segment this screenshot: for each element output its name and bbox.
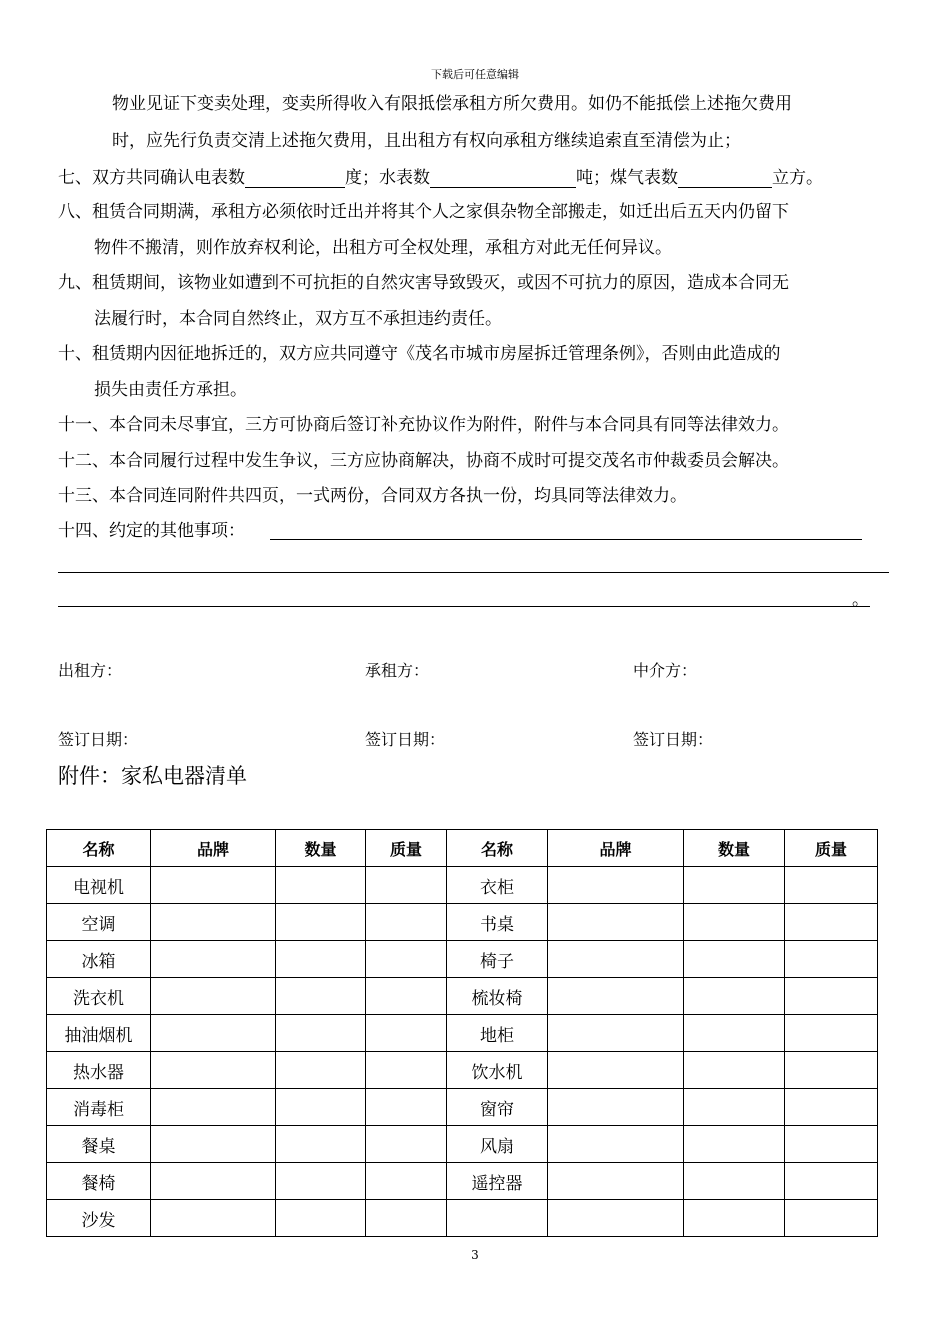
quality-cell[interactable] [785,867,878,904]
brand-cell[interactable] [151,867,276,904]
quality-cell[interactable] [785,1126,878,1163]
quantity-cell[interactable] [276,904,366,941]
electricity-meter-blank[interactable] [245,169,345,188]
quantity-cell[interactable] [276,1163,366,1200]
clause-7-water-label: 度；水表数 [345,168,430,188]
page-number: 3 [471,1248,479,1262]
quantity-cell[interactable] [276,1200,366,1237]
item-name: 地柜 [447,1015,548,1052]
item-name: 空调 [47,904,151,941]
item-name: 遥控器 [447,1163,548,1200]
clause-13: 十三、本合同连同附件共四页，一式两份，合同双方各执一份，均具同等法律效力。 [58,486,687,506]
item-name: 洗衣机 [47,978,151,1015]
quantity-cell[interactable] [276,1126,366,1163]
table-header-row [47,830,878,867]
table-row [47,1126,878,1163]
other-matters-line-1[interactable] [270,539,862,540]
quantity-cell[interactable] [684,1089,785,1126]
item-name: 消毒柜 [47,1089,151,1126]
quantity-cell[interactable] [276,1015,366,1052]
item-name: 书桌 [447,904,548,941]
brand-cell[interactable] [151,1052,276,1089]
brand-cell[interactable] [548,941,684,978]
quantity-cell[interactable] [684,941,785,978]
brand-cell[interactable] [548,1089,684,1126]
clause-10-line-2: 损失由责任方承担。 [94,380,247,400]
clause-6-continued-line-2: 时，应先行负责交清上述拖欠费用，且出租方有权向承租方继续追索直至清偿为止； [112,131,741,151]
brand-cell[interactable] [151,904,276,941]
header-brand-right: 品牌 [548,830,684,867]
clause-6-continued-line-1: 物业见证下变卖处理，变卖所得收入有限抵偿承租方所欠费用。如仍不能抵偿上述拖欠费用 [112,94,792,114]
brand-cell[interactable] [151,1015,276,1052]
header-quality-left: 质量 [366,830,447,867]
quality-cell[interactable] [366,1200,447,1237]
clause-7-gas-label: 吨；煤气表数 [576,168,678,188]
brand-cell[interactable] [548,1163,684,1200]
other-matters-line-3[interactable] [58,606,870,607]
quantity-cell[interactable] [684,867,785,904]
header-quality-right: 质量 [785,830,878,867]
quality-cell[interactable] [785,1200,878,1237]
agent-label: 中介方： [633,661,698,680]
quantity-cell[interactable] [684,1200,785,1237]
clause-7-end: 立方。 [772,168,823,188]
quality-cell[interactable] [366,1163,447,1200]
table-row [47,1052,878,1089]
lessor-label: 出租方： [58,661,123,680]
brand-cell[interactable] [548,1052,684,1089]
table-row [47,978,878,1015]
item-name: 风扇 [447,1126,548,1163]
header-quantity-right: 数量 [684,830,785,867]
quality-cell[interactable] [785,978,878,1015]
agent-date-label: 签订日期： [633,730,714,749]
quantity-cell[interactable] [684,1015,785,1052]
quantity-cell[interactable] [276,1052,366,1089]
quality-cell[interactable] [366,1126,447,1163]
quantity-cell[interactable] [684,1126,785,1163]
lessor-date-label: 签订日期： [58,730,139,749]
lessee-label: 承租方： [365,661,430,680]
brand-cell[interactable] [151,1200,276,1237]
table-row [47,867,878,904]
item-name: 梳妆椅 [447,978,548,1015]
quality-cell[interactable] [785,941,878,978]
brand-cell[interactable] [151,941,276,978]
header-name-left: 名称 [47,830,151,867]
item-name: 餐椅 [47,1163,151,1200]
clause-11: 十一、本合同未尽事宜，三方可协商后签订补充协议作为附件，附件与本合同具有同等法律效力。 [58,415,789,435]
header-name-right: 名称 [447,830,548,867]
other-matters-line-2[interactable] [58,572,889,573]
brand-cell[interactable] [548,1200,684,1237]
page-header: 下载后可任意编辑 [431,68,519,81]
clause-14-label: 十四、约定的其他事项： [58,521,245,541]
quality-cell[interactable] [785,1015,878,1052]
quantity-cell[interactable] [684,978,785,1015]
clause-9-line-1: 九、租赁期间，该物业如遭到不可抗拒的自然灾害导致毁灭，或因不可抗力的原因，造成本合同无 [58,273,789,293]
brand-cell[interactable] [548,904,684,941]
lessee-date-label: 签订日期： [365,730,446,749]
brand-cell[interactable] [151,1126,276,1163]
clause-7-electricity-label: 七、双方共同确认电表数 [58,168,245,188]
quantity-cell[interactable] [276,978,366,1015]
table-row [47,941,878,978]
brand-cell[interactable] [151,978,276,1015]
clause-8-line-1: 八、租赁合同期满，承租方必须依时迁出并将其个人之家俱杂物全部搬走，如迁出后五天内仍留下 [58,202,789,222]
quantity-cell[interactable] [684,904,785,941]
quality-cell[interactable] [366,941,447,978]
item-name: 餐桌 [47,1126,151,1163]
header-brand-left: 品牌 [151,830,276,867]
brand-cell[interactable] [548,1015,684,1052]
brand-cell[interactable] [548,867,684,904]
end-period: 。 [852,590,869,610]
table-row [47,904,878,941]
quality-cell[interactable] [366,1089,447,1126]
annex-title: 附件：家私电器清单 [58,764,247,788]
quantity-cell[interactable] [684,1163,785,1200]
table-row [47,1200,878,1237]
item-name: 冰箱 [47,941,151,978]
gas-meter-blank[interactable] [678,169,772,188]
quality-cell[interactable] [366,978,447,1015]
item-name: 饮水机 [447,1052,548,1089]
quality-cell[interactable] [366,867,447,904]
table-row [47,1089,878,1126]
quality-cell[interactable] [366,1015,447,1052]
quantity-cell[interactable] [684,1052,785,1089]
table-row [47,1163,878,1200]
item-name: 沙发 [47,1200,151,1237]
brand-cell[interactable] [548,978,684,1015]
quality-cell[interactable] [366,1052,447,1089]
item-name: 窗帘 [447,1089,548,1126]
quantity-cell[interactable] [276,1089,366,1126]
header-quantity-left: 数量 [276,830,366,867]
quality-cell[interactable] [785,904,878,941]
quantity-cell[interactable] [276,941,366,978]
clause-7 [58,168,823,188]
furniture-appliance-table [46,829,878,1237]
clause-8-line-2: 物件不搬清，则作放弃权利论，出租方可全权处理，承租方对此无任何异议。 [94,238,672,258]
brand-cell[interactable] [151,1163,276,1200]
item-name: 热水器 [47,1052,151,1089]
clause-9-line-2: 法履行时，本合同自然终止，双方互不承担违约责任。 [94,309,502,329]
clause-10-line-1: 十、租赁期内因征地拆迁的，双方应共同遵守《茂名市城市房屋拆迁管理条例》，否则由此造成的 [58,344,781,364]
brand-cell[interactable] [548,1126,684,1163]
clause-12: 十二、本合同履行过程中发生争议，三方应协商解决，协商不成时可提交茂名市仲裁委员会解决。 [58,451,789,471]
quality-cell[interactable] [785,1052,878,1089]
quality-cell[interactable] [785,1089,878,1126]
item-name: 抽油烟机 [47,1015,151,1052]
item-name: 椅子 [447,941,548,978]
brand-cell[interactable] [151,1089,276,1126]
quality-cell[interactable] [366,904,447,941]
item-name [447,1200,548,1237]
table-row [47,1015,878,1052]
quality-cell[interactable] [785,1163,878,1200]
item-name: 衣柜 [447,867,548,904]
item-name: 电视机 [47,867,151,904]
quantity-cell[interactable] [276,867,366,904]
water-meter-blank[interactable] [430,169,576,188]
